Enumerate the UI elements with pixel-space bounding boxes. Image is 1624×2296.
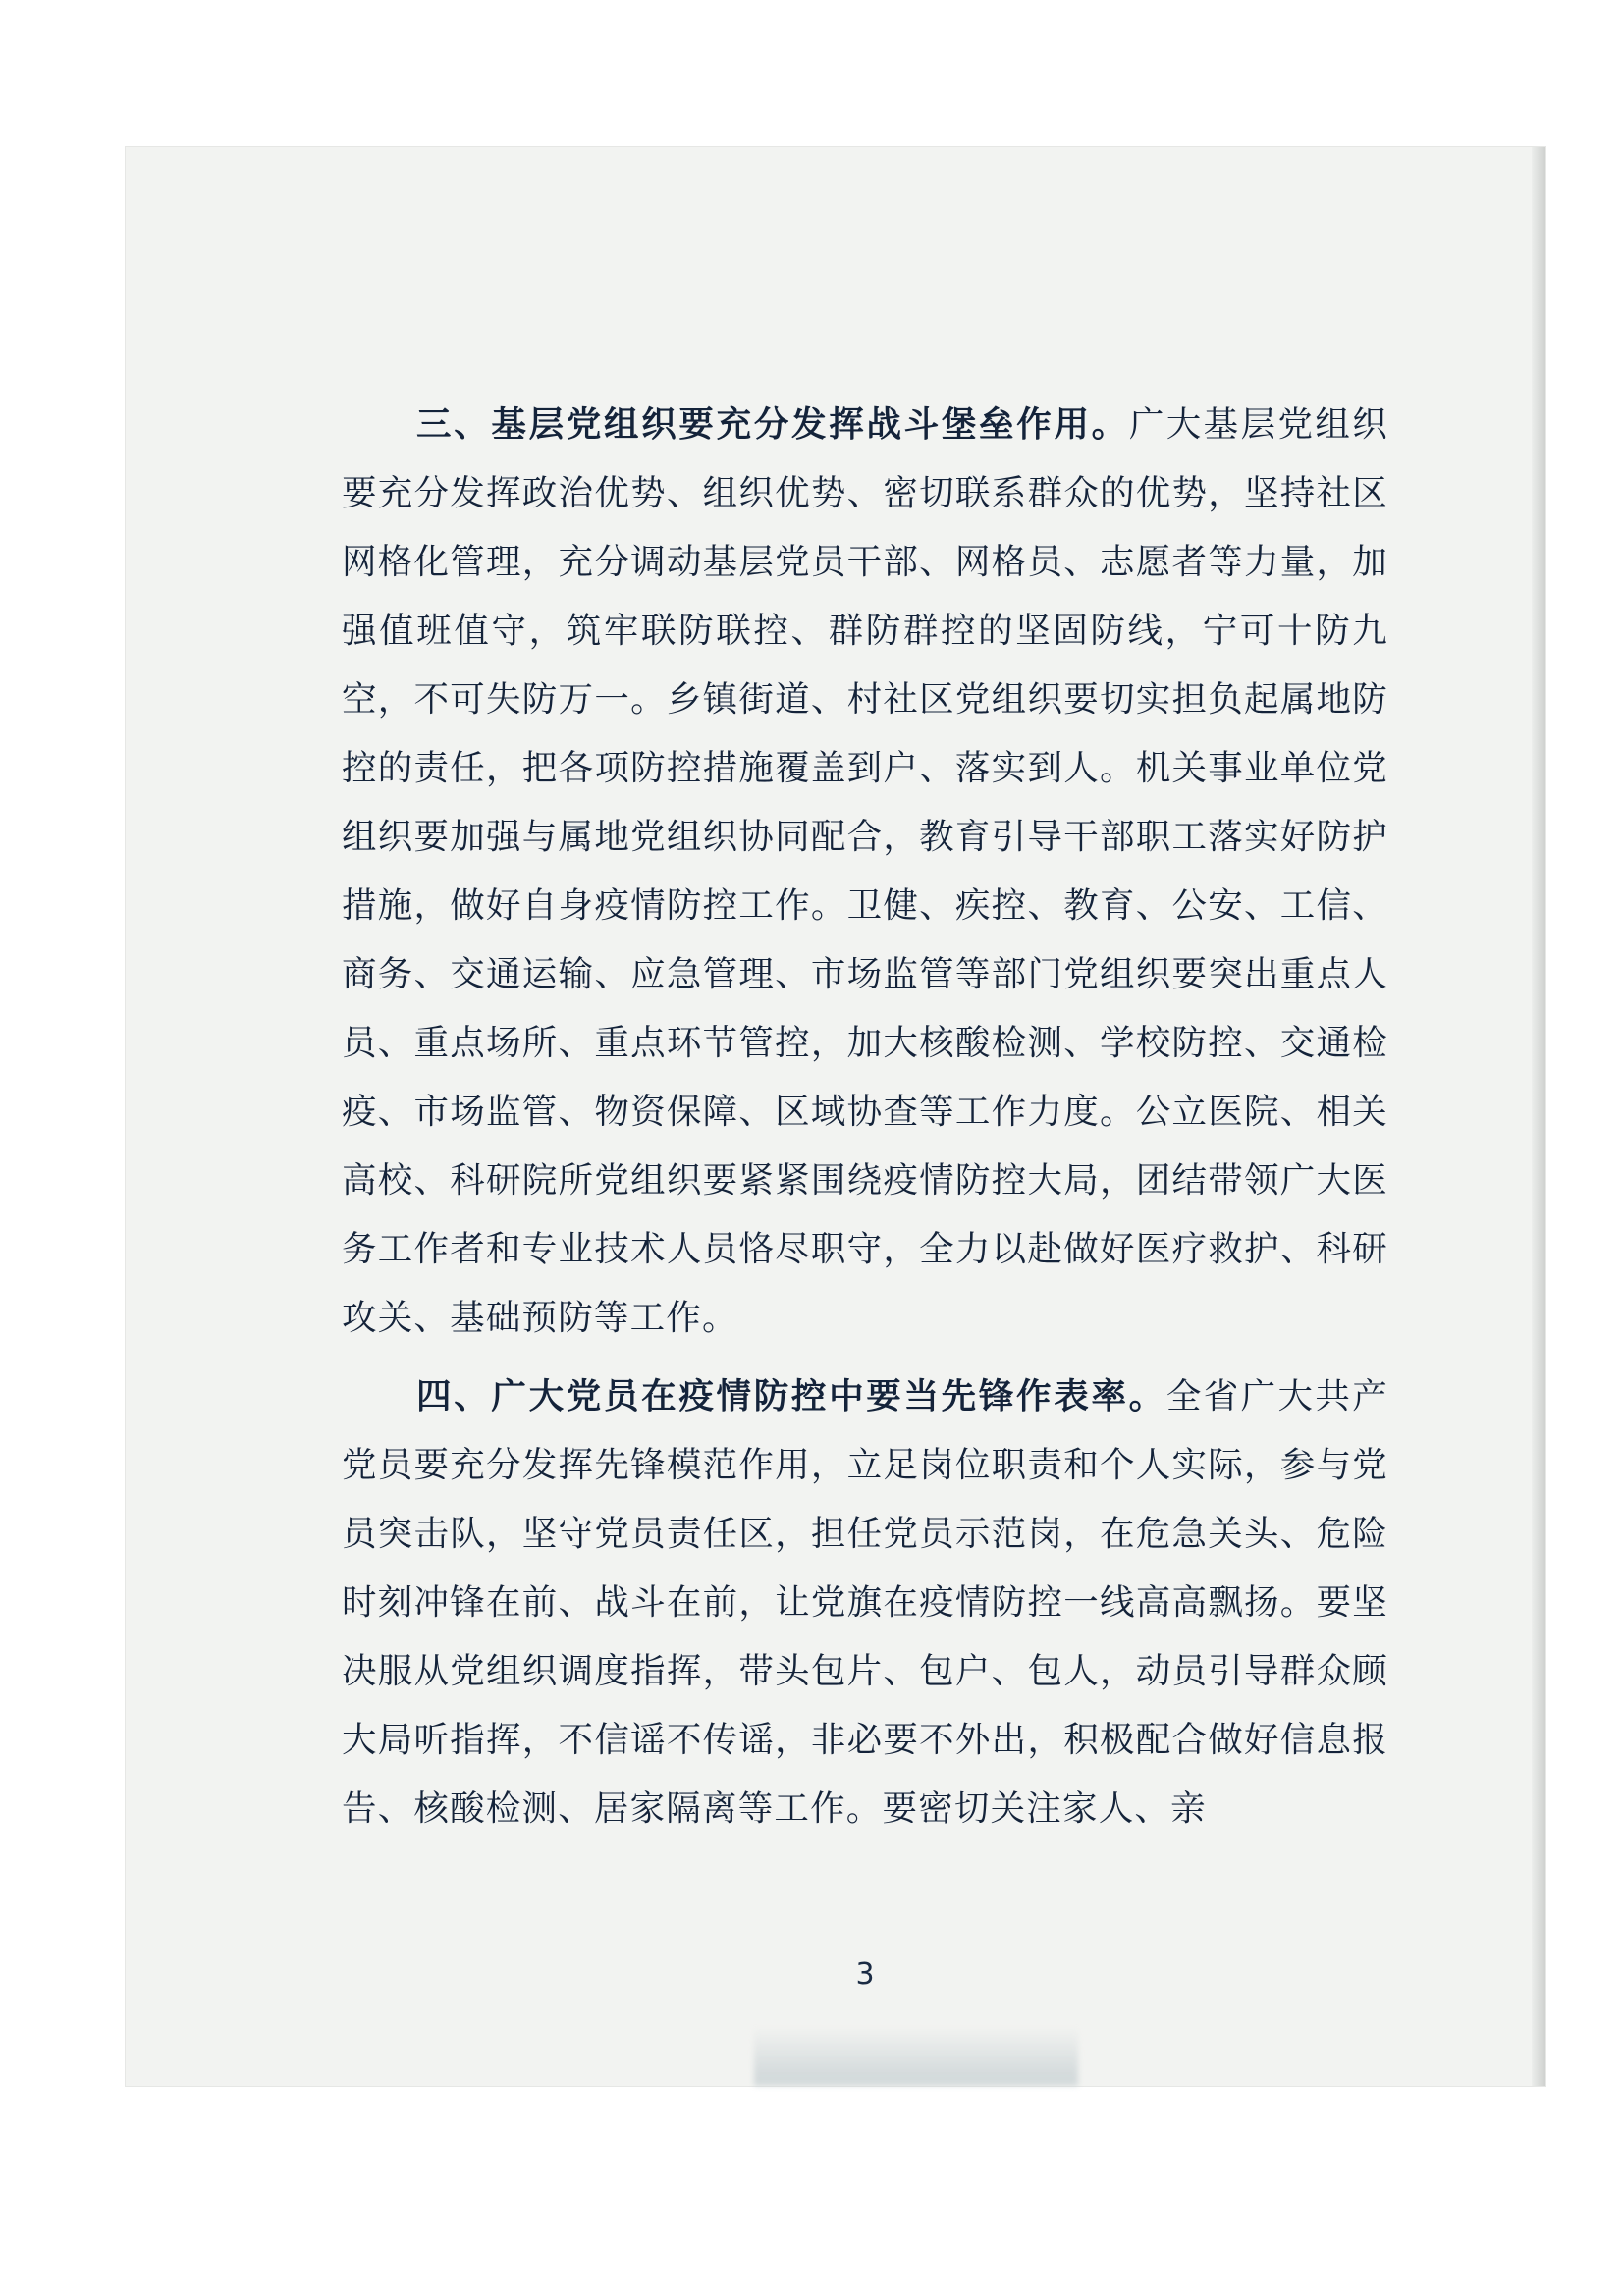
document-body <box>342 391 1388 1992</box>
page-edge-shadow <box>1532 147 1545 2086</box>
paper-sheet <box>126 147 1545 2086</box>
scan-artifact <box>754 2027 1078 2086</box>
paragraph-3 <box>342 391 1388 1353</box>
paragraph-3-text: 广大基层党组织要充分发挥政治优势、组织优势、密切联系群众的优势，坚持社区网格化管理，充分调动基层党员干部、网格员、志愿者等力量，加强值班值守，筑牢联防联控、群防群控的坚固防线，宁可十防九空，不可失防万一。乡镇街道、村社区党组织要切实担负起属地防控的责任，把各项防控措施覆盖到户、落实到人。机关事业单位党组织要加强与属地党组织协同配合，教育引导干部职工落实好防护措施，做好自身疫情防控工作。卫健、疾控、教育、公安、工信、商务、交通运输、应急管理、市场监管等部门党组织要突出重点人员、重点场所、重点环节管控，加大核酸检测、学校防控、交通检疫、市场监管、物资保障、区域协查等工作力度。公立医院、相关高校、科研院所党组织要紧紧围绕疫情防控大局，团结带领广大医务工作者和专业技术人员恪尽职守，全力以赴做好医疗救护、科研攻关、基础预防等工作。 <box>342 404 1388 1338</box>
paragraph-4 <box>342 1362 1388 1843</box>
paragraph-3-heading: 三、基层党组织要充分发挥战斗堡垒作用。 <box>416 404 1129 445</box>
paragraph-4-text: 全省广大共产党员要充分发挥先锋模范作用，立足岗位职责和个人实际，参与党员突击队，坚守党员责任区，担任党员示范岗，在危急关头、危险时刻冲锋在前、战斗在前，让党旗在疫情防控一线高高飘扬。要坚决服从党组织调度指挥，带头包片、包户、包人，动员引导群众顾大局听指挥，不信谣不传谣，非必要不外出，积极配合做好信息报告、核酸检测、居家隔离等工作。要密切关注家人、亲 <box>342 1376 1388 1829</box>
paragraph-4-heading: 四、广大党员在疫情防控中要当先锋作表率。 <box>416 1376 1166 1416</box>
page-number: 3 <box>855 1957 875 1992</box>
